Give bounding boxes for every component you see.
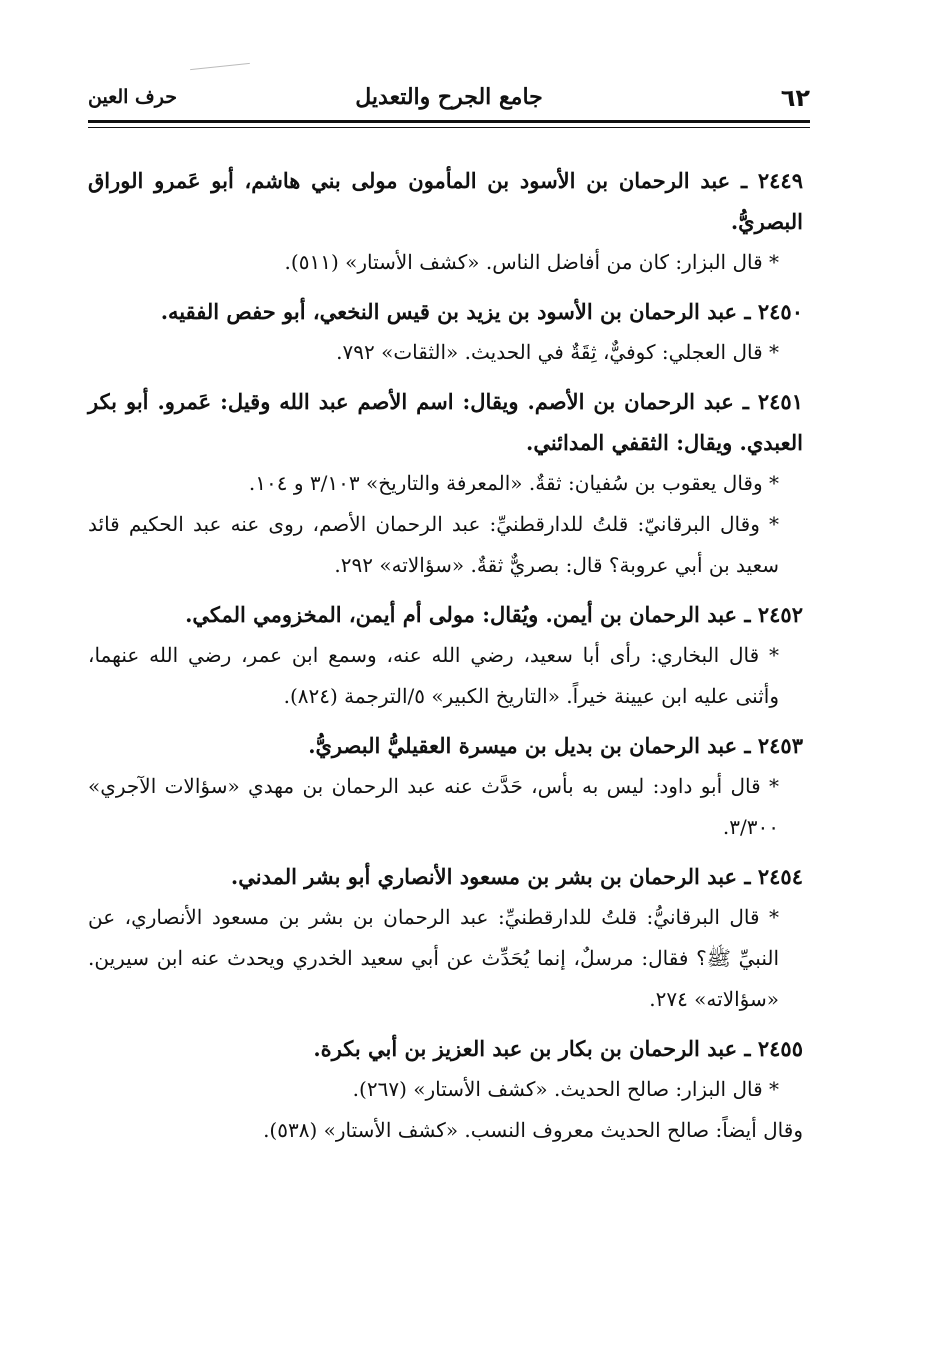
page-number: ٦٢ — [780, 84, 810, 112]
entry-2454 — [88, 856, 803, 1020]
entry-heading: ٢٤٥١ ـ عبد الرحمان بن الأصم. ويقال: اسم الأصم عبد الله وقيل: عَمرو. أبو بكر العبدي. ويقال: الثقفي المدائني. — [88, 389, 803, 455]
entry-quote: * قال البرقانيُّ: قلتُ للدارقطنيِّ: عبد الرحمان بن بشر بن مسعود الأنصاري، عن النبيِّ ﷺ؟ فقال: مرسلٌ، إنما يُحَدِّث عن أبي سعيد الخدري ويحدث عنه ابن سيرين. «سؤالاته» ٢٧٤. — [88, 905, 779, 1011]
entry-quote: * قال البزار: صالح الحديث. «كشف الأستار» (٢٦٧). — [352, 1077, 779, 1101]
section-title: حرف العين — [88, 86, 177, 108]
entry-2452 — [88, 594, 803, 717]
header-rule — [88, 120, 810, 123]
entry-heading: ٢٤٥٣ ـ عبد الرحمان بن بديل بن ميسرة العقيليُّ البصريُّ. — [308, 733, 803, 758]
entry-2449 — [88, 160, 803, 283]
page-body — [88, 160, 803, 1159]
page-header — [88, 82, 810, 118]
entry-quote: * وقال يعقوب بن سُفيان: ثقةٌ. «المعرفة والتاريخ» ٣/١٠٣ و ١٠٤. — [248, 471, 779, 495]
entry-heading: ٢٤٥٥ ـ عبد الرحمان بن بكار بن عبد العزيز بن أبي بكرة. — [313, 1036, 803, 1061]
entry-heading: ٢٤٥٤ ـ عبد الرحمان بن بشر بن مسعود الأنصاري أبو بشر المدني. — [230, 864, 803, 889]
entry-heading: ٢٤٥٠ ـ عبد الرحمان بن الأسود بن يزيد بن قيس النخعي، أبو حفص الفقيه. — [160, 299, 803, 324]
scan-artifact — [190, 63, 250, 70]
book-title: جامع الجرح والتعديل — [355, 84, 543, 110]
entry-2451 — [88, 381, 803, 586]
header-rule-thin — [88, 127, 810, 128]
entry-heading: ٢٤٥٢ ـ عبد الرحمان بن أيمن. ويُقال: مولى أم أيمن، المخزومي المكي. — [185, 602, 803, 627]
entry-2455 — [88, 1028, 803, 1151]
entry-heading: ٢٤٤٩ ـ عبد الرحمان بن الأسود بن المأمون مولى بني هاشم، أبو عَمرو الوراق البصريُّ. — [88, 168, 803, 234]
entry-quote: * قال العجلي: كوفيٌّ، ثِقَةٌ في الحديث. «الثقات» ٧٩٢. — [336, 340, 779, 364]
entry-2453 — [88, 725, 803, 848]
entry-quote: * قال البخاري: رأى أبا سعيد، رضي الله عنه، وسمع ابن عمر، رضي الله عنهما، وأثنى عليه ابن عيينة خيراً. «التاريخ الكبير» ٥/الترجمة (٨٢٤). — [88, 643, 779, 708]
entry-quote: * قال أبو داود: ليس به بأس، حَدَّث عنه عبد الرحمان بن مهدي «سؤالات الآجري» ٣/٣٠٠. — [88, 774, 779, 839]
entry-quote: وقال أيضاً: صالح الحديث معروف النسب. «كشف الأستار» (٥٣٨). — [263, 1118, 803, 1142]
entry-quote: * قال البزار: كان من أفاضل الناس. «كشف الأستار» (٥١١). — [284, 250, 779, 274]
entry-quote: * وقال البرقانيّ: قلتُ للدارقطنيِّ: عبد الرحمان الأصم، روى عنه عبد الحكيم قائد سعيد بن أبي عروبة؟ قال: بصريٌّ ثقةٌ. «سؤالاته» ٢٩٢. — [88, 512, 779, 577]
entry-2450 — [88, 291, 803, 373]
